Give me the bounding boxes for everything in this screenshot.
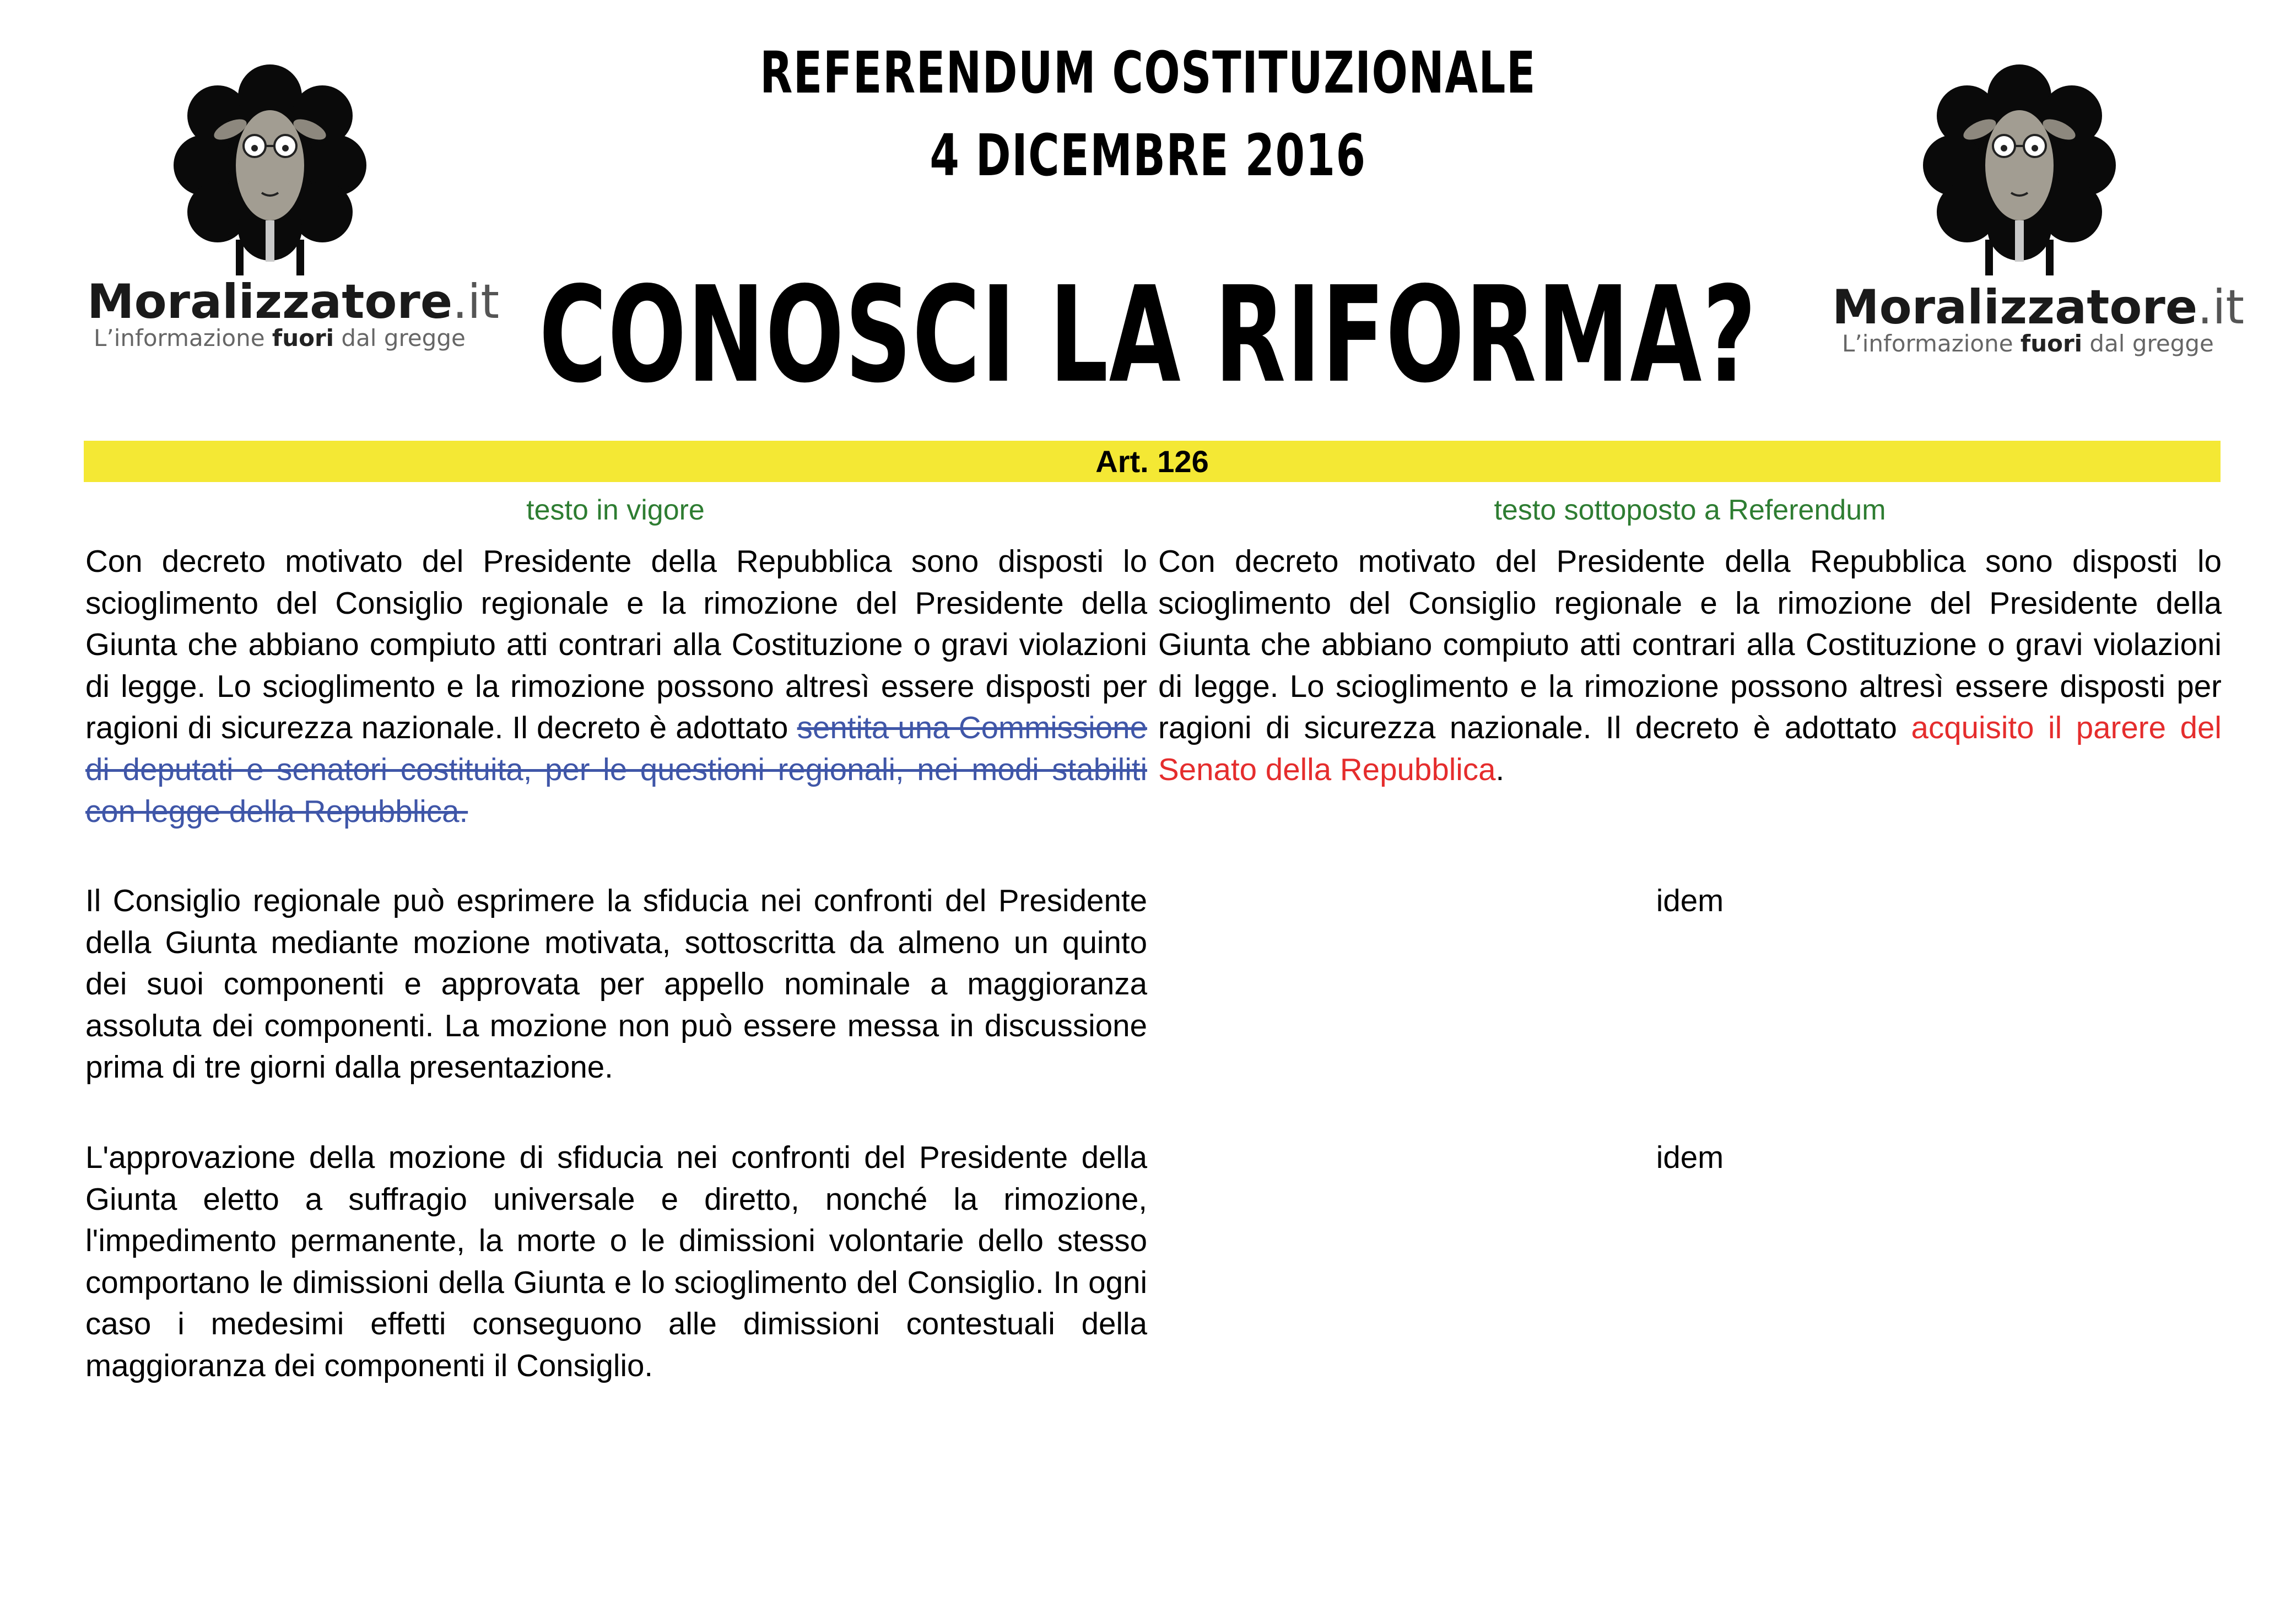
brand-name: Moralizzatore.it (1832, 280, 2245, 335)
right-column-heading: testo sottoposto a Referendum (1494, 494, 1886, 526)
brand-tagline: L’informazione fuori dal gregge (94, 324, 466, 351)
current-text-paragraph-1: Con decreto motivato del Presidente della Repubblica sono disposti lo scioglimento del Consiglio regionale e la rimozione del Presidente della Giunta che abbiano compiuto atti contrari alla Costituzione o gravi violazioni di legge. Lo scioglimento e la rimozione possono altresì essere disposti per ragioni di sicurezza nazionale. Il decreto è adottato sentita una Commissione di deputati e senatori costituita, per le questioni regionali, nei modi stabiliti con legge della Repubblica. (85, 544, 1147, 829)
reform-text-idem-3: idem (1656, 1140, 1724, 1175)
logo-right (1832, 63, 2251, 355)
current-text-paragraph-2: Il Consiglio regionale può esprimere la sfiducia nei confronti del Presidente della Giunta mediante mozione motivata, sottoscritta da almeno un quinto dei suoi componenti e approvata per appello nominale a maggioranza assoluta dei componenti. La mozione non può essere messa in discussione prima di tre giorni dalla presentazione. (85, 883, 1147, 1085)
brand-name: Moralizzatore.it (87, 274, 500, 329)
reform-text-idem-2: idem (1656, 883, 1724, 918)
article-title: Art. 126 (84, 441, 2221, 482)
page-title: CONOSCI LA RIFORMA? (539, 258, 1757, 412)
header-line-1: REFERENDUM COSTITUZIONALE (760, 39, 1536, 106)
left-column-heading: testo in vigore (526, 494, 705, 526)
black-sheep-icon (171, 63, 369, 278)
current-text-paragraph-3: L'approvazione della mozione di sfiducia nei confronti del Presidente della Giunta eletto a suffragio universale e diretto, nonché la rimozione, l'impedimento permanente, la morte o le dimissioni volontarie dello stesso comportano le dimissioni della Giunta e lo scioglimento del Consiglio. In ogni caso i medesimi effetti conseguono alle dimissioni contestuali della maggioranza dei componenti il Consiglio. (85, 1140, 1147, 1383)
brand-tagline: L’informazione fuori dal gregge (1842, 330, 2214, 357)
black-sheep-icon (1920, 63, 2119, 278)
reform-text-paragraph-1: Con decreto motivato del Presidente della Repubblica sono disposti lo scioglimento del Consiglio regionale e la rimozione del Presidente della Giunta che abbiano compiuto atti contrari alla Costituzione o gravi violazioni di legge. Lo scioglimento e la rimozione possono altresì essere disposti per ragioni di sicurezza nazionale. Il decreto è adottato acquisito il parere del Senato della Repubblica. (1158, 544, 2222, 787)
header-line-2: 4 DICEMBRE 2016 (930, 122, 1366, 189)
removed-text: sentita una Commissione di deputati e senatori costituita, per le questioni regionali, nei modi stabiliti con legge della Repubblica. (85, 710, 1147, 829)
added-text: acquisito il parere del Senato della Repubblica (1158, 710, 2222, 787)
logo-left (83, 63, 501, 355)
